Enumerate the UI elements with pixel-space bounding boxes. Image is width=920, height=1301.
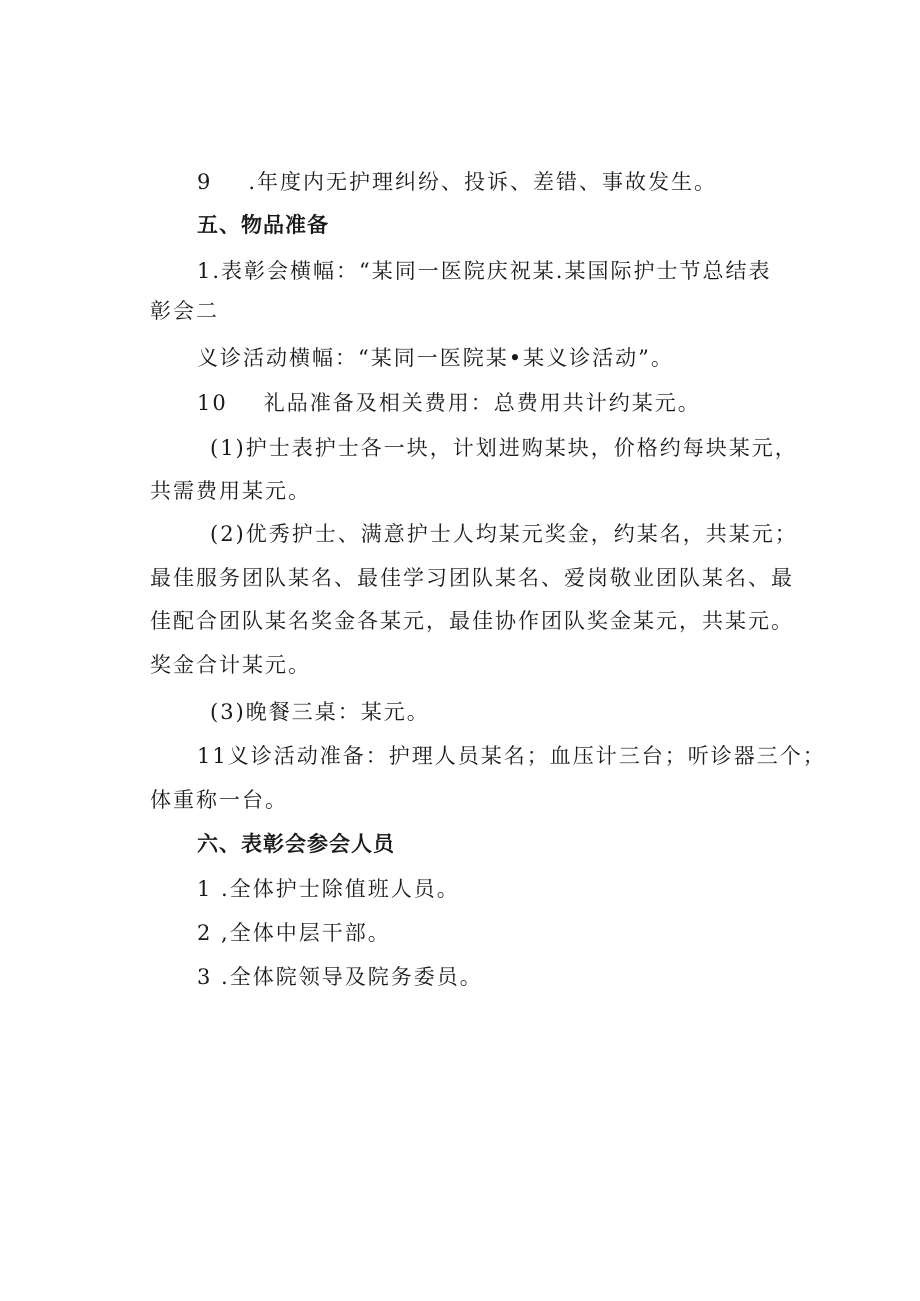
list-item-9 xyxy=(197,168,857,196)
paragraph-line: 最佳服务团队某名、最佳学习团队某名、爱岗敬业团队某名、最 xyxy=(150,566,794,590)
paragraph-line: 义诊活动横幅：“某同一医院某•某义诊活动”。 xyxy=(197,346,674,370)
paragraph-line: 体重称一台。 xyxy=(150,788,288,812)
paragraph-line: 奖金合计某元。 xyxy=(150,653,311,677)
list-item: 2 ,全体中层干部。 xyxy=(197,921,391,945)
list-item-10 xyxy=(197,389,857,417)
section-heading-6: 六、表彰会参会人员 xyxy=(197,832,395,856)
paragraph-line: 1.表彰会横幅：“某同一医院庆祝某.某国际护士节总结表 xyxy=(197,259,772,283)
paragraph-line: (3)晚餐三桌：某元。 xyxy=(210,700,430,724)
item-text: .年度内无护理纠纷、投诉、差错、事故发生。 xyxy=(248,170,718,194)
paragraph-line: 11义诊活动准备：护理人员某名；血压计三台；听诊器三个； xyxy=(197,744,826,768)
paragraph-line: 彰会二 xyxy=(150,299,219,323)
list-item: 1 .全体护士除值班人员。 xyxy=(197,877,460,901)
paragraph-line: (2)优秀护士、满意护士人均某元奖金，约某名，共某元； xyxy=(210,522,798,546)
section-heading-5: 五、物品准备 xyxy=(197,213,329,237)
item-number: 10 xyxy=(197,391,228,415)
item-number: 9 xyxy=(197,170,213,194)
item-text: 礼品准备及相关费用：总费用共计约某元。 xyxy=(263,391,701,415)
paragraph-line: 佳配合团队某名奖金各某元，最佳协作团队奖金某元，共某元。 xyxy=(150,609,794,633)
list-item: 3 .全体院领导及院务委员。 xyxy=(197,965,483,989)
paragraph-line: 共需费用某元。 xyxy=(150,479,311,503)
paragraph-line: (1)护士表护士各一块，计划进购某块，价格约每块某元， xyxy=(210,436,798,460)
